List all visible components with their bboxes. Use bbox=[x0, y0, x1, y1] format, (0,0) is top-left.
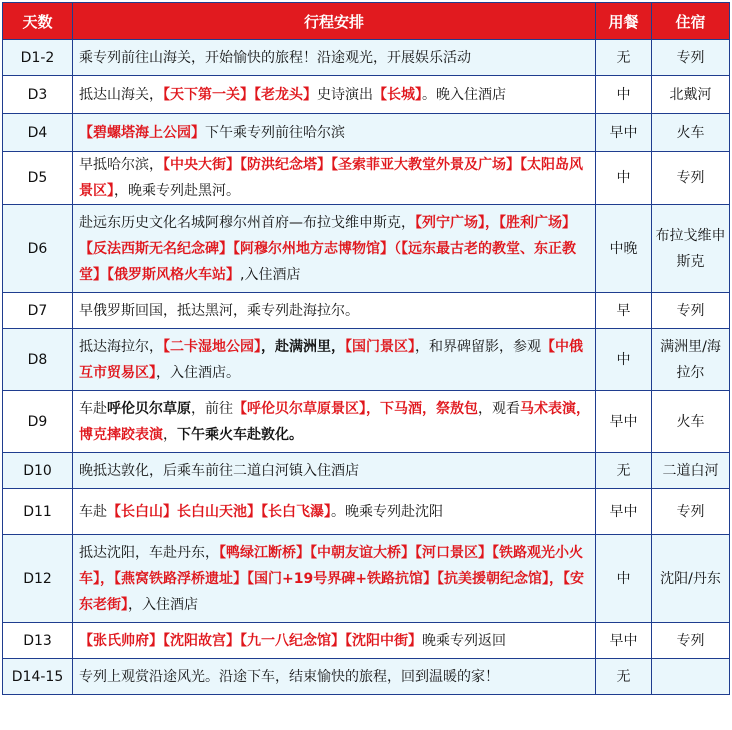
day-cell: D13 bbox=[3, 623, 73, 659]
plan-cell bbox=[73, 489, 596, 535]
highlight-text: 【二卡湿地公园】 bbox=[163, 338, 261, 355]
stay-cell: 专列 bbox=[652, 293, 730, 329]
plan-text: 车赴 bbox=[79, 503, 107, 520]
day-cell: D9 bbox=[3, 391, 73, 453]
stay-cell: 北戴河 bbox=[652, 76, 730, 114]
plan-text: ，晚乘专列赴黑河。 bbox=[114, 183, 240, 199]
day-cell: D8 bbox=[3, 329, 73, 391]
table-header-row bbox=[3, 3, 730, 40]
table-row bbox=[3, 391, 730, 453]
plan-cell bbox=[73, 152, 596, 205]
plan-text: 下午乘火车赴敦化。 bbox=[177, 426, 303, 443]
stay-cell: 专列 bbox=[652, 623, 730, 659]
plan-text: 。晚入住酒店 bbox=[422, 86, 506, 103]
plan-text: ，入住酒店。 bbox=[156, 364, 240, 381]
plan-text: 下午乘专列前往哈尔滨 bbox=[205, 124, 345, 141]
plan-text: 车赴 bbox=[79, 400, 107, 417]
day-cell: D6 bbox=[3, 205, 73, 293]
table-row bbox=[3, 40, 730, 76]
plan-text: 史诗演出 bbox=[317, 86, 373, 103]
day-cell: D11 bbox=[3, 489, 73, 535]
highlight-text: 【鸭绿江断桥】【中朝友谊大桥】【河口景区】【铁路观光小火车】，【燕窝铁路浮桥遗址】【国门+19号界碑+铁路抗馆】【抗美援朝纪念馆】，【安东老街】 bbox=[79, 544, 584, 613]
highlight-text: 马术表演，博克摔跤表演 bbox=[79, 400, 590, 443]
table-row bbox=[3, 535, 730, 623]
plan-text: ，入住酒店 bbox=[128, 596, 198, 613]
day-cell: D5 bbox=[3, 152, 73, 205]
stay-cell: 二道白河 bbox=[652, 453, 730, 489]
highlight-text: 【碧螺塔海上公园】 bbox=[79, 124, 205, 141]
day-cell: D7 bbox=[3, 293, 73, 329]
meal-cell: 早中 bbox=[596, 623, 652, 659]
plan-text: 乘专列前往山海关，开始愉快的旅程！沿途观光，开展娱乐活动 bbox=[79, 49, 471, 66]
day-cell: D10 bbox=[3, 453, 73, 489]
stay-cell: 布拉戈维申斯克 bbox=[652, 205, 730, 293]
itinerary-body bbox=[3, 40, 730, 695]
header-meal: 用餐 bbox=[596, 3, 652, 40]
day-cell: D1-2 bbox=[3, 40, 73, 76]
highlight-text: 【天下第一关】【老龙头】 bbox=[163, 86, 317, 103]
table-row bbox=[3, 114, 730, 152]
plan-text: 抵达海拉尔， bbox=[79, 338, 163, 355]
highlight-text: 【国门景区】 bbox=[345, 338, 415, 355]
table-row bbox=[3, 329, 730, 391]
table-row bbox=[3, 623, 730, 659]
highlight-text: 【中俄互市贸易区】 bbox=[79, 338, 583, 381]
plan-cell bbox=[73, 205, 596, 293]
table-row bbox=[3, 205, 730, 293]
highlight-text: 【列宁广场】，【胜利广场】【反法西斯无名纪念碑】【阿穆尔州地方志博物馆】（【远东最古老的教堂、东正教堂】【俄罗斯风格火车站】 bbox=[79, 214, 576, 283]
plan-text: ,入住酒店 bbox=[240, 266, 301, 283]
plan-text: 专列上观赏沿途风光。沿途下车，结束愉快的旅程，回到温暖的家！ bbox=[79, 668, 499, 685]
plan-cell bbox=[73, 453, 596, 489]
plan-text: 抵达山海关， bbox=[79, 86, 163, 103]
plan-text: 晚乘专列返回 bbox=[422, 632, 506, 649]
highlight-text: 【长白山】长白山天池】【长白飞瀑】 bbox=[107, 503, 331, 520]
header-plan: 行程安排 bbox=[73, 3, 596, 40]
stay-cell bbox=[652, 659, 730, 695]
highlight-text: 【中央大街】【防洪纪念塔】【圣索菲亚大教堂外景及广场】【太阳岛风景区】 bbox=[79, 157, 583, 199]
day-cell: D3 bbox=[3, 76, 73, 114]
plan-text: ，和界碑留影，参观 bbox=[415, 338, 541, 355]
plan-text: ，观看 bbox=[478, 400, 520, 417]
table-row bbox=[3, 453, 730, 489]
plan-text: 。晚乘专列赴沈阳 bbox=[331, 503, 443, 520]
plan-cell bbox=[73, 659, 596, 695]
highlight-text: 【长城】 bbox=[373, 86, 422, 103]
plan-cell bbox=[73, 391, 596, 453]
meal-cell: 无 bbox=[596, 659, 652, 695]
plan-cell bbox=[73, 329, 596, 391]
table-row bbox=[3, 152, 730, 205]
plan-text: 早抵哈尔滨， bbox=[79, 157, 163, 173]
stay-cell: 沈阳/丹东 bbox=[652, 535, 730, 623]
stay-cell: 专列 bbox=[652, 489, 730, 535]
stay-cell: 满洲里/海拉尔 bbox=[652, 329, 730, 391]
meal-cell: 中 bbox=[596, 535, 652, 623]
highlight-text: 【张氏帅府】【沈阳故宫】【九一八纪念馆】【沈阳中街】 bbox=[79, 632, 422, 649]
plan-cell bbox=[73, 535, 596, 623]
plan-text: 早俄罗斯回国，抵达黑河，乘专列赴海拉尔。 bbox=[79, 302, 359, 319]
meal-cell: 无 bbox=[596, 40, 652, 76]
meal-cell: 中 bbox=[596, 76, 652, 114]
plan-text: ，前往 bbox=[191, 400, 233, 417]
meal-cell: 早 bbox=[596, 293, 652, 329]
plan-cell bbox=[73, 40, 596, 76]
meal-cell: 早中 bbox=[596, 489, 652, 535]
day-cell: D4 bbox=[3, 114, 73, 152]
plan-text: ，赴满洲里， bbox=[261, 338, 345, 355]
header-stay: 住宿 bbox=[652, 3, 730, 40]
stay-cell: 专列 bbox=[652, 152, 730, 205]
plan-text: 晚抵达敦化，后乘车前往二道白河镇入住酒店 bbox=[79, 462, 359, 479]
meal-cell: 无 bbox=[596, 453, 652, 489]
day-cell: D14-15 bbox=[3, 659, 73, 695]
meal-cell: 中晚 bbox=[596, 205, 652, 293]
header-day: 天数 bbox=[3, 3, 73, 40]
meal-cell: 早中 bbox=[596, 114, 652, 152]
plan-cell bbox=[73, 623, 596, 659]
meal-cell: 早中 bbox=[596, 391, 652, 453]
plan-cell bbox=[73, 293, 596, 329]
plan-text: 呼伦贝尔草原 bbox=[107, 400, 191, 417]
stay-cell: 火车 bbox=[652, 114, 730, 152]
plan-cell bbox=[73, 114, 596, 152]
table-row bbox=[3, 489, 730, 535]
plan-text: 抵达沈阳，车赴丹东， bbox=[79, 544, 219, 561]
plan-cell bbox=[73, 76, 596, 114]
plan-text: ， bbox=[163, 426, 177, 443]
table-row bbox=[3, 293, 730, 329]
stay-cell: 火车 bbox=[652, 391, 730, 453]
day-cell: D12 bbox=[3, 535, 73, 623]
meal-cell: 中 bbox=[596, 329, 652, 391]
table-row bbox=[3, 76, 730, 114]
stay-cell: 专列 bbox=[652, 40, 730, 76]
plan-text: 赴远东历史文化名城阿穆尔州首府—布拉戈维申斯克， bbox=[79, 214, 415, 231]
itinerary-table bbox=[2, 2, 730, 695]
meal-cell: 中 bbox=[596, 152, 652, 205]
highlight-text: 【呼伦贝尔草原景区】，下马酒，祭敖包 bbox=[233, 400, 478, 417]
table-row bbox=[3, 659, 730, 695]
